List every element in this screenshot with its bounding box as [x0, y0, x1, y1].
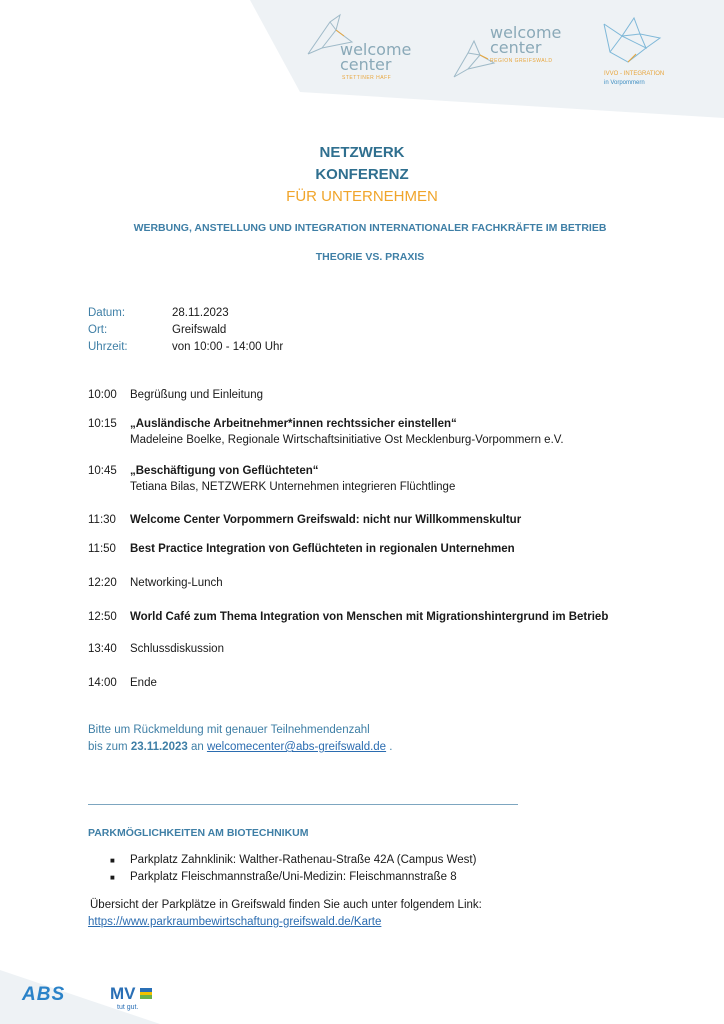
agenda-time: 11:50	[88, 543, 116, 555]
logo3-sub1: IVVO - INTEGRATION	[604, 71, 665, 77]
agenda-time: 14:00	[88, 677, 117, 689]
agenda-title: Networking-Lunch	[130, 577, 223, 589]
title-line1: NETZWERK	[319, 144, 405, 161]
agenda-speaker: Tetiana Bilas, NETZWERK Unternehmen integrieren Flüchtlinge	[130, 481, 456, 493]
mv-logo: MV	[110, 984, 136, 1003]
title-line3: FÜR UNTERNEHMEN	[286, 188, 438, 205]
subtitle-1: WERBUNG, ANSTELLUNG UND INTEGRATION INTERNATIONALER FACHKRÄFTE IM BETRIEB	[133, 222, 607, 234]
logo2-line2: center	[490, 38, 542, 57]
logo2-line1: welcome	[490, 23, 562, 42]
rsvp-line2	[88, 741, 392, 753]
time-value: von 10:00 - 14:00 Uhr	[172, 341, 284, 353]
agenda-title: Schlussdiskussion	[130, 643, 224, 655]
date-label: Datum:	[88, 307, 126, 319]
place-label: Ort:	[88, 324, 108, 336]
welcome-center-stettiner-haff-logo	[300, 12, 440, 87]
logo1-sub: STETTINER HAFF	[342, 75, 392, 81]
divider	[88, 804, 518, 805]
parking-heading: PARKMÖGLICHKEITEN AM BIOTECHNIKUM	[88, 827, 309, 839]
mv-slogan: tut gut.	[117, 1004, 139, 1011]
agenda-time: 10:45	[88, 465, 117, 477]
parking-note: Übersicht der Parkplätze in Greifswald finden Sie auch unter folgendem Link:	[90, 899, 482, 911]
agenda-time: 10:00	[88, 389, 117, 401]
agenda-title: Begrüßung und Einleitung	[130, 389, 263, 401]
agenda-time: 11:30	[88, 514, 116, 526]
welcome-center-region-greifswald-logo	[450, 25, 590, 85]
logo3-sub2: in Vorpommern	[604, 80, 645, 86]
time-label: Uhrzeit:	[88, 341, 128, 353]
footer-background	[0, 960, 724, 1024]
agenda-title: Best Practice Integration von Geflüchteten in regionalen Unternehmen	[130, 543, 515, 555]
rsvp-prefix: bis zum	[88, 741, 131, 753]
agenda-speaker: Madeleine Boelke, Regionale Wirtschaftsinitiative Ost Mecklenburg-Vorpommern e.V.	[130, 434, 564, 446]
abs-logo: ABS	[22, 984, 66, 1005]
mv-flag-icon	[140, 988, 152, 999]
agenda-time: 12:50	[88, 611, 117, 623]
agenda-title: Welcome Center Vorpommern Greifswald: nicht nur Willkommenskultur	[130, 514, 522, 526]
rsvp-mid: an	[187, 741, 207, 753]
agenda-time: 12:20	[88, 577, 117, 589]
rsvp-deadline: 23.11.2023	[130, 741, 188, 753]
parking-item: Parkplatz Zahnklinik: Walther-Rathenau-Straße 42A (Campus West)	[130, 854, 477, 866]
agenda-title: Ende	[130, 677, 157, 689]
logo2-sub: REGION GREIFSWALD	[490, 58, 553, 64]
agenda-time: 10:15	[88, 418, 117, 430]
agenda-title: „Beschäftigung von Geflüchteten“	[130, 465, 319, 477]
ivvo-integration-logo	[600, 14, 680, 89]
origami-dove-icon	[600, 14, 664, 70]
agenda-time: 13:40	[88, 643, 117, 655]
bullet-icon: ■	[110, 856, 115, 865]
place-value: Greifswald	[172, 324, 227, 336]
parking-item: Parkplatz Fleischmannstraße/Uni-Medizin: Fleischmannstraße 8	[130, 871, 457, 883]
rsvp-suffix: .	[386, 741, 393, 753]
logo1-line1: welcome	[340, 40, 412, 59]
bullet-icon: ■	[110, 873, 115, 882]
subtitle-2: THEORIE VS. PRAXIS	[315, 251, 425, 263]
date-value: 28.11.2023	[172, 307, 229, 319]
agenda-title: „Ausländische Arbeitnehmer*innen rechtssicher einstellen“	[130, 418, 457, 430]
title-line2: KONFERENZ	[315, 166, 409, 183]
parking-map-link[interactable]: https://www.parkraumbewirtschaftung-greifswald.de/Karte	[88, 916, 382, 928]
agenda-title: World Café zum Thema Integration von Menschen mit Migrationshintergrund im Betrieb	[130, 611, 609, 623]
logo1-line2: center	[340, 55, 392, 74]
rsvp-line1: Bitte um Rückmeldung mit genauer Teilnehmendenzahl	[88, 724, 370, 736]
rsvp-email-link[interactable]: welcomecenter@abs-greifswald.de	[206, 741, 387, 753]
